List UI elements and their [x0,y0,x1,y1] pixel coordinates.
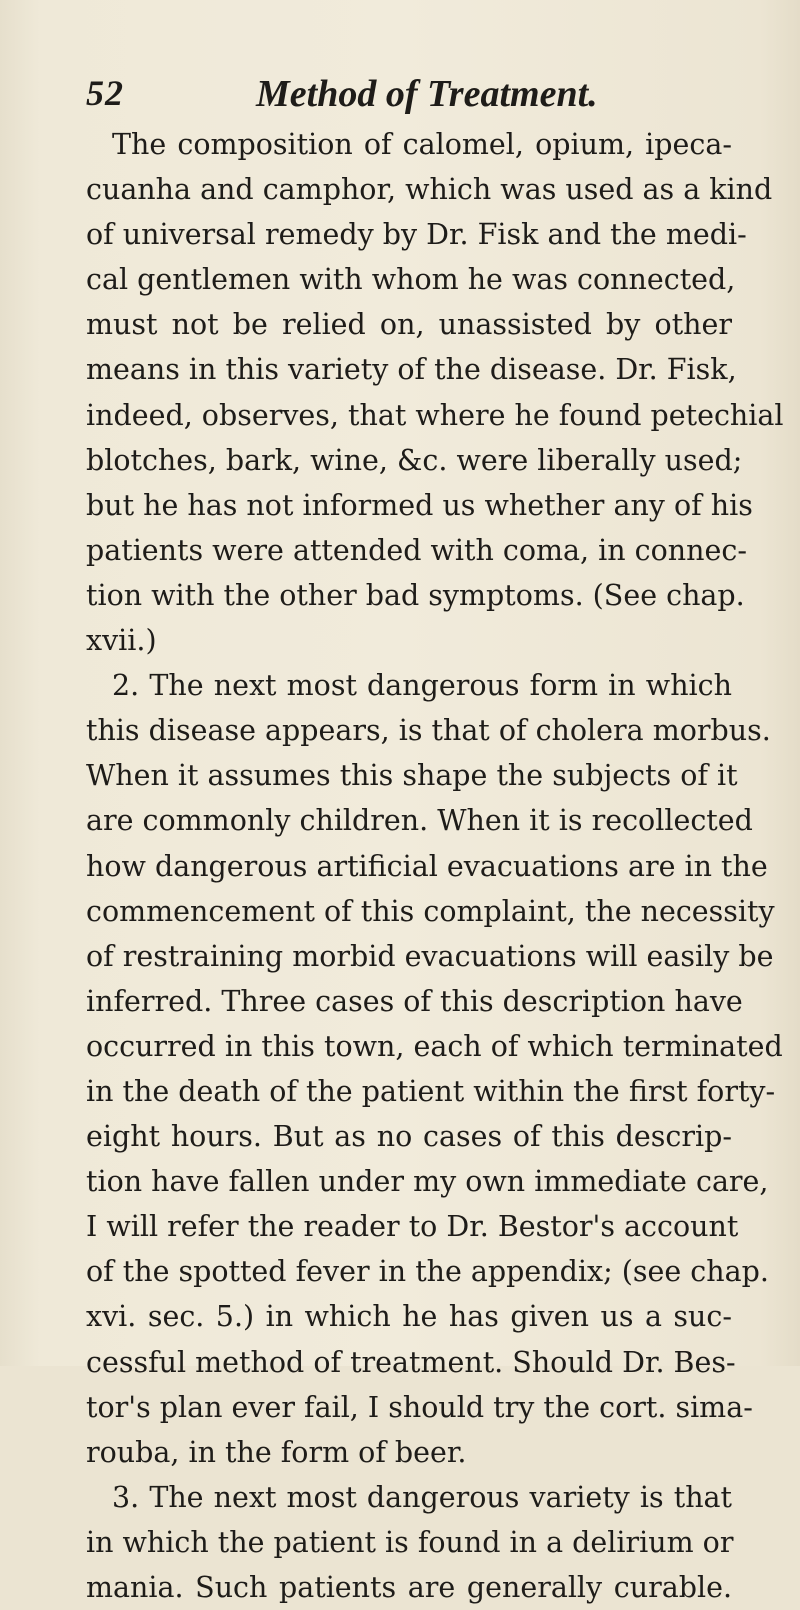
text-line: 3. The next most dangerous variety is that [112,1480,732,1514]
running-head [86,72,726,122]
text-line: but he has not informed us whether any of his [86,488,753,522]
body-text [86,122,784,1610]
text-line: mania. Such patients are generally curable. [86,1571,732,1604]
text-line: 2. The next most dangerous form in which [112,669,732,703]
text-line: are commonly children. When it is recollected [86,804,753,838]
text-line: The composition of calomel, opium, ipeca- [112,128,732,161]
text-line: cessful method of treatment. Should Dr. Bes- [86,1345,736,1379]
text-line: inferred. Three cases of this description have [86,984,743,1018]
text-line: xvii.) [86,624,157,658]
page-number: 52 [86,73,124,113]
text-line: commencement of this complaint, the necessity [86,894,775,928]
text-line: must not be relied on, unassisted by other [86,308,732,342]
text-line: tion have fallen under my own immediate care, [86,1165,769,1199]
text-line: rouba, in the form of beer. [86,1435,467,1469]
text-line: blotches, bark, wine, &c. were liberally used; [86,443,743,477]
text-line: of the spotted fever in the appendix; (see chap. [86,1255,769,1289]
text-line: cal gentlemen with whom he was connected, [86,263,736,297]
text-line: tion with the other bad symptoms. (See chap. [86,578,745,612]
text-line: xvi. sec. 5.) in which he has given us a suc- [86,1300,732,1334]
text-line: I will refer the reader to Dr. Bestor's account [86,1210,739,1244]
running-title: Method of Treatment. [256,73,598,115]
text-line: indeed, observes, that where he found petechial [86,398,784,432]
text-line: When it assumes this shape the subjects of it [86,759,738,793]
text-line: tor's plan ever fail, I should try the cort. sima- [86,1390,753,1424]
text-line: means in this variety of the disease. Dr. Fisk, [86,353,737,387]
text-line: of restraining morbid evacuations will easily be [86,939,774,973]
text-line: in which the patient is found in a delirium or [86,1525,734,1559]
text-line: patients were attended with coma, in connec- [86,533,747,567]
text-line: in the death of the patient within the first forty- [86,1074,776,1108]
text-line: occurred in this town, each of which terminated [86,1029,783,1063]
text-line: cuanha and camphor, which was used as a kind [86,173,773,207]
text-line: this disease appears, is that of cholera morbus. [86,714,771,748]
text-line: of universal remedy by Dr. Fisk and the medi- [86,218,747,252]
text-line: eight hours. But as no cases of this descrip- [86,1120,732,1154]
text-line: how dangerous artificial evacuations are in the [86,849,768,883]
